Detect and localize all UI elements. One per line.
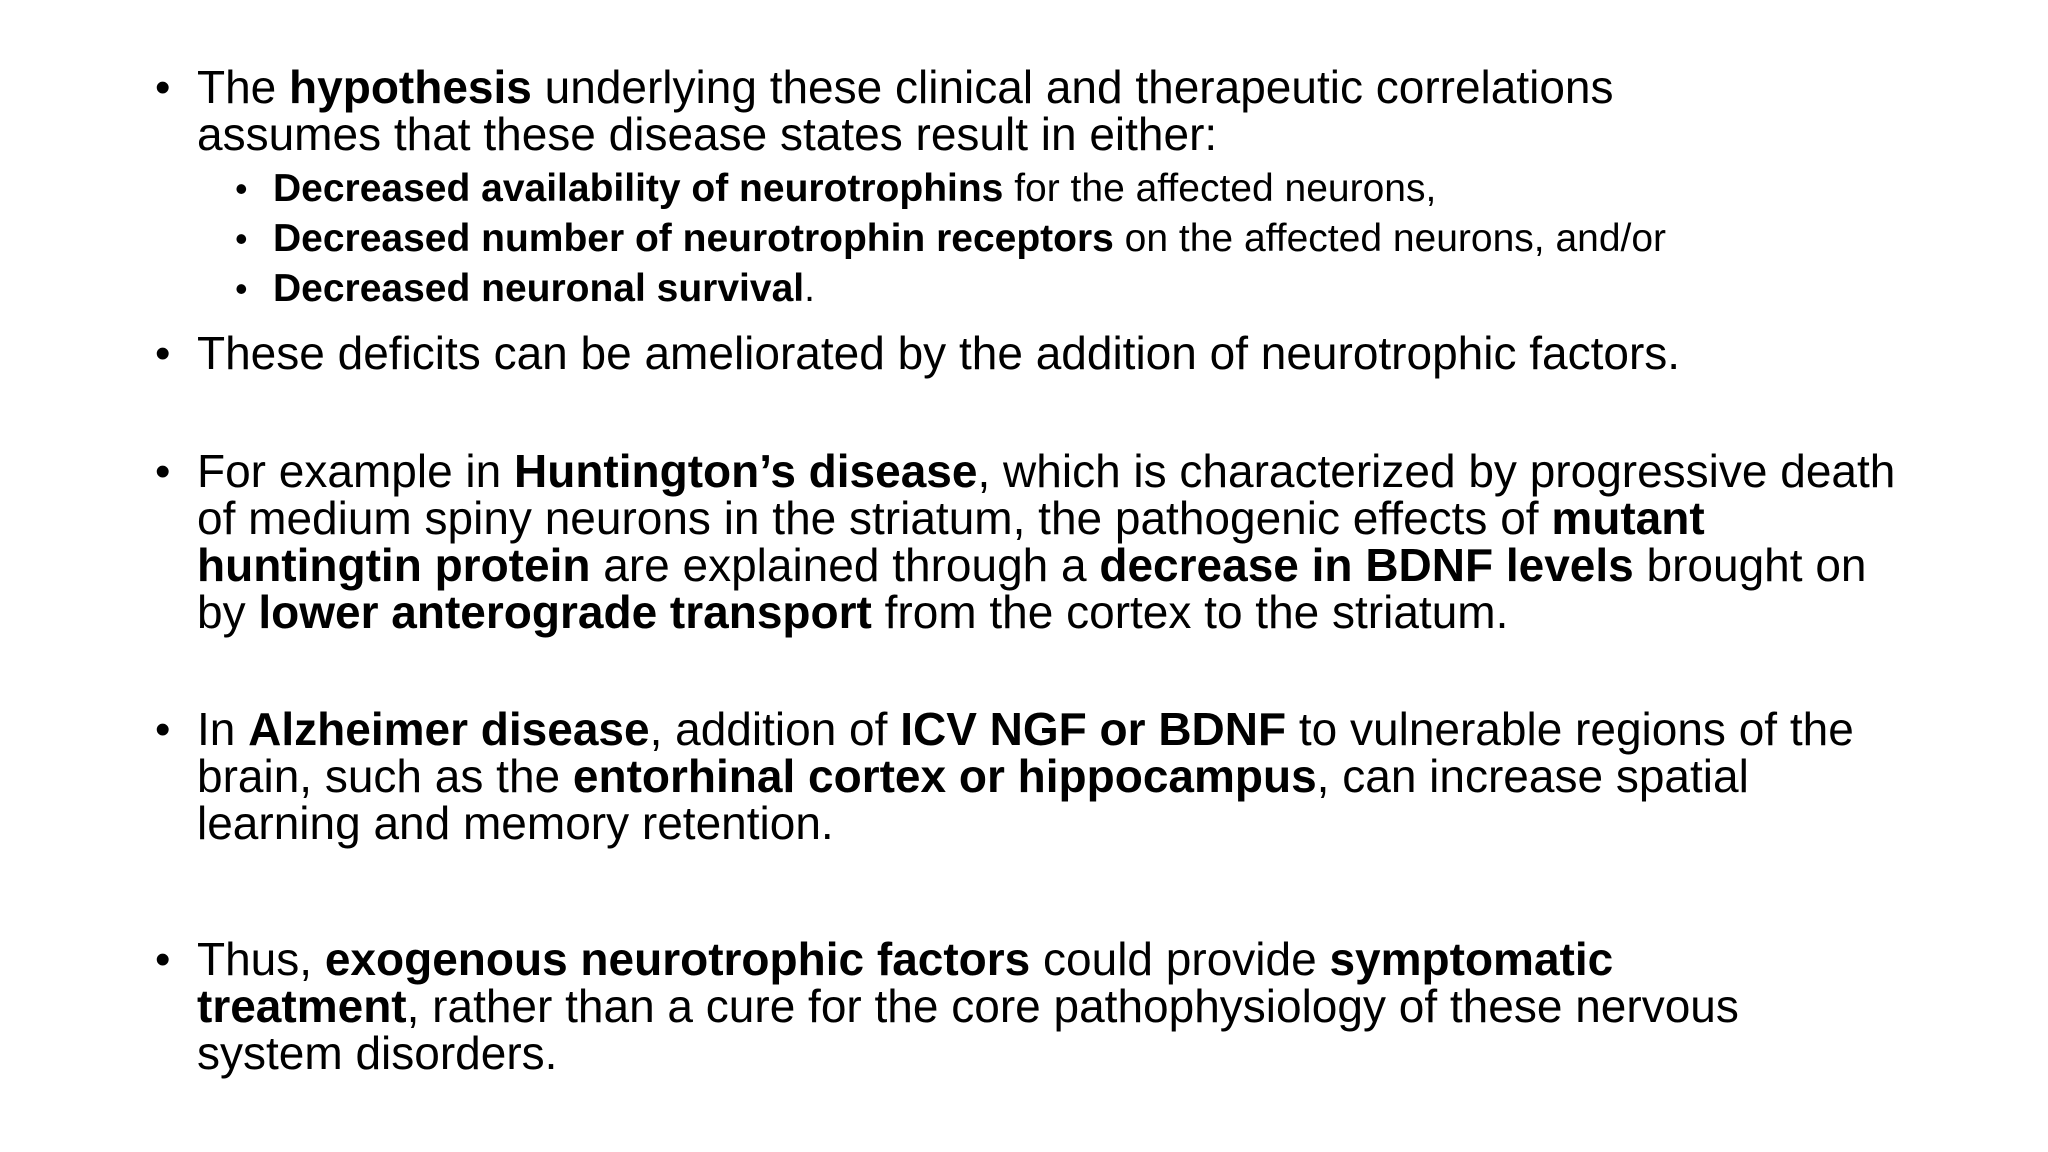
bullet-marker: •: [155, 935, 171, 984]
bullet-huntington: [155, 445, 1915, 638]
bullet-text: These deficits can be ameliorated by the addition of neurotrophic factors.: [197, 327, 1681, 379]
sub-bullet-item: [235, 264, 1935, 314]
bullet-marker: •: [155, 329, 171, 378]
bullet-text: The hypothesis underlying these clinical and therapeutic correlations assumes that these disease states result in either:: [197, 61, 1614, 160]
bullet-marker: •: [155, 447, 171, 496]
bullet-alzheimer: [155, 703, 1915, 849]
bullet-marker: •: [155, 705, 171, 754]
sub-bullet-marker: •: [235, 218, 248, 259]
sub-bullet-item: [235, 164, 1935, 214]
sub-bullet-item: [235, 214, 1935, 264]
bullet-text: In Alzheimer disease, addition of ICV NGF or BDNF to vulnerable regions of the brain, such as the entorhinal cortex or hippocampus, can increase spatial learning and memory retention.: [197, 703, 1854, 849]
bullet-hypothesis: [155, 61, 1795, 160]
bullet-conclusion: [155, 933, 1795, 1079]
sub-bullet-list: [235, 164, 1935, 314]
sub-bullet-text: Decreased availability of neurotrophins for the affected neurons,: [273, 167, 1437, 210]
sub-bullet-text: Decreased number of neurotrophin receptors on the affected neurons, and/or: [273, 217, 1667, 260]
sub-bullet-marker: •: [235, 168, 248, 209]
sub-bullet-text: Decreased neuronal survival.: [273, 267, 815, 310]
bullet-text: Thus, exogenous neurotrophic factors could provide symptomatic treatment, rather than a cure for the core pathophysiology of these nervous system disorders.: [197, 933, 1739, 1079]
bullet-text: For example in Huntington’s disease, which is characterized by progressive death of medium spiny neurons in the striatum, the pathogenic effects of mutant huntingtin protein are explained through a decrease in BDNF levels brought on by lower anterograde transport from the cortex to the striatum.: [197, 445, 1896, 638]
bullet-deficits: [155, 327, 1955, 379]
sub-bullet-marker: •: [235, 268, 248, 309]
bullet-marker: •: [155, 63, 171, 112]
